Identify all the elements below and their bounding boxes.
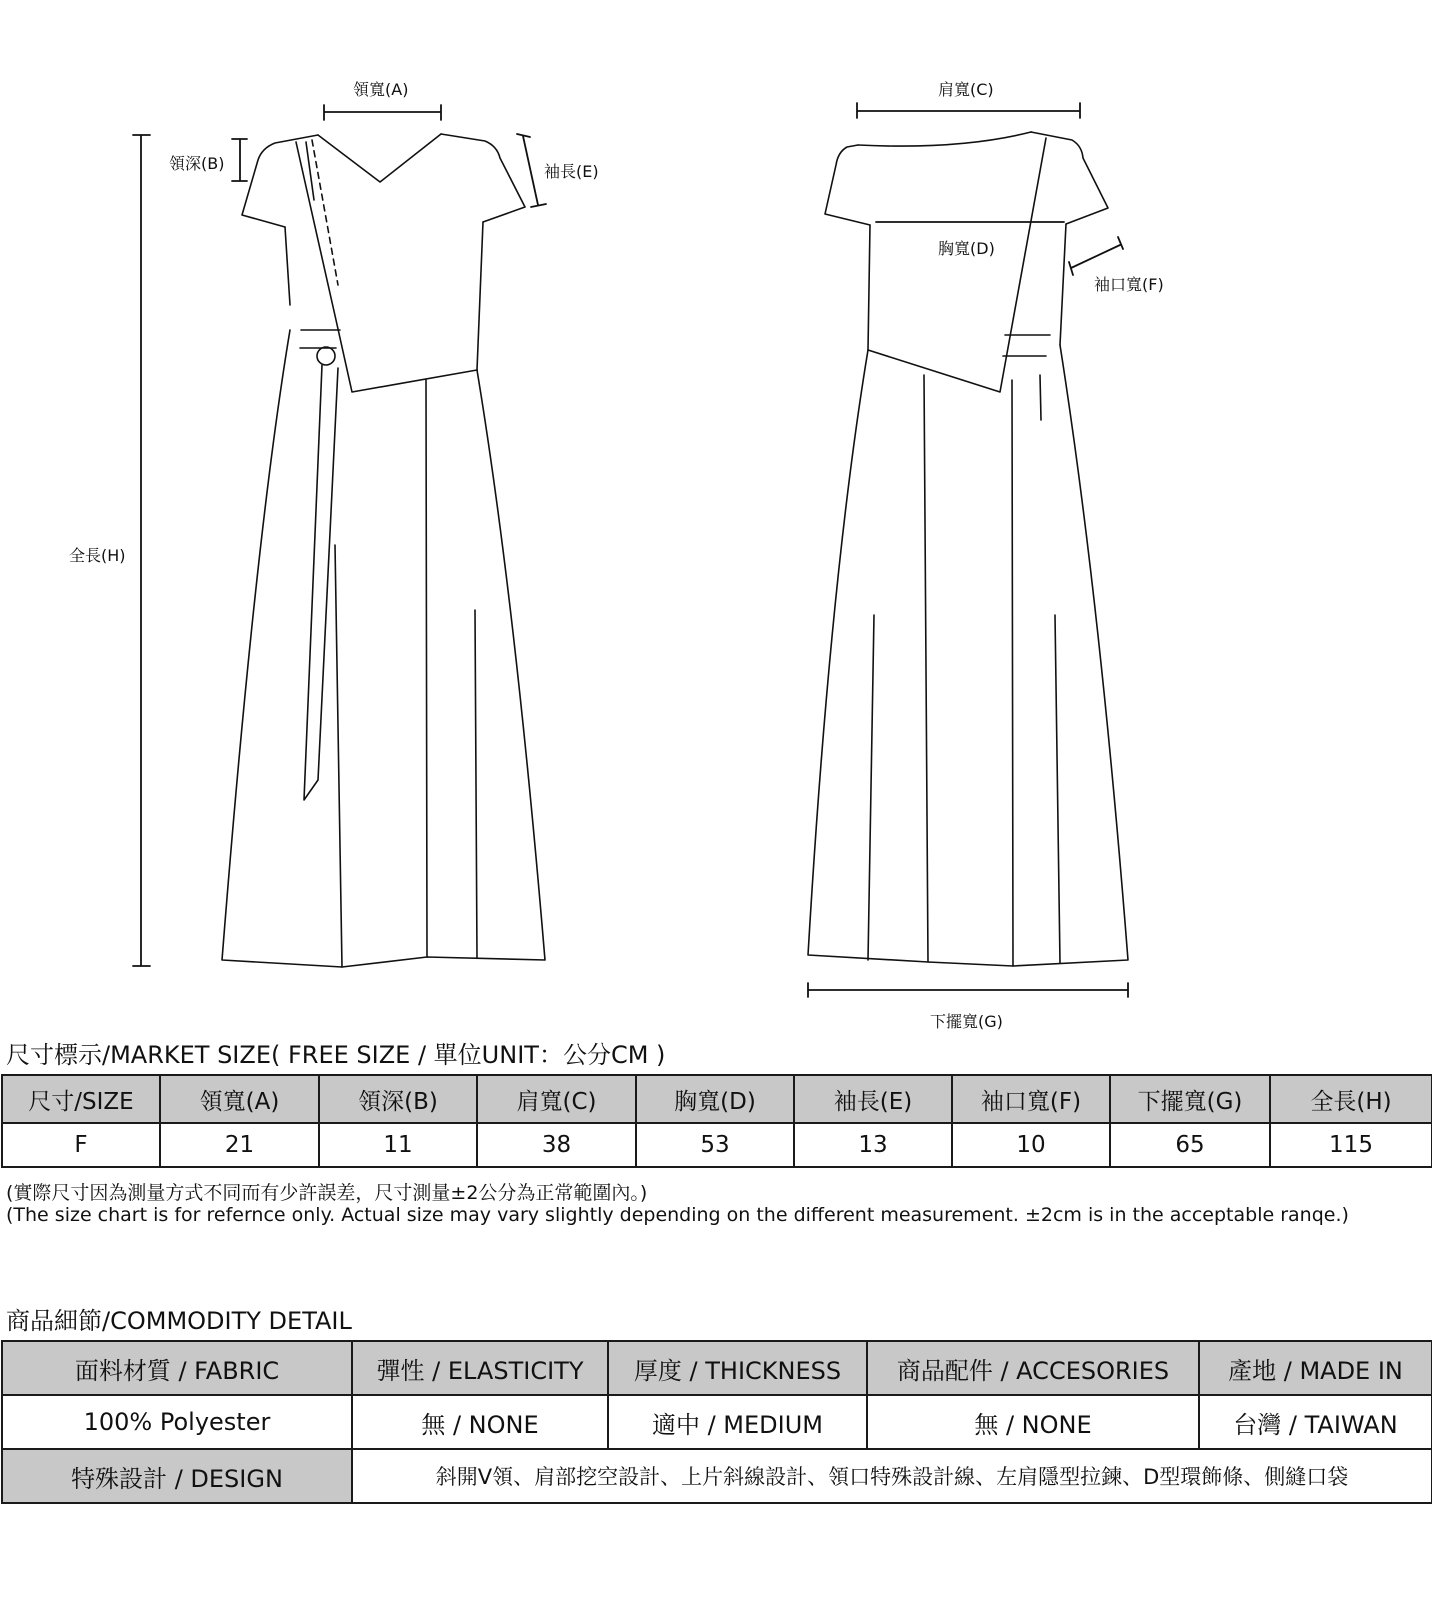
size-table: [1, 1074, 1432, 1168]
size-value-d: 53: [636, 1123, 794, 1167]
size-header-c: 肩寬(C): [477, 1075, 636, 1123]
size-note-en: (The size chart is for refernce only. Actual size may vary slightly depending on the different measurement. ±2cm is in the acceptable ranqe.): [6, 1204, 1349, 1226]
size-header-size: 尺寸/SIZE: [2, 1075, 160, 1123]
detail-value-fabric: 100% Polyester: [2, 1395, 352, 1449]
detail-design-row: [2, 1449, 1432, 1503]
size-header-b: 領深(B): [319, 1075, 477, 1123]
detail-design-value: 斜開V領、肩部挖空設計、上片斜線設計、領口特殊設計線、左肩隱型拉鍊、D型環飾條、側縫口袋: [352, 1449, 1432, 1503]
neck-depth-label: 領深(B): [169, 154, 225, 173]
size-value-g: 65: [1110, 1123, 1270, 1167]
detail-header-accessories: 商品配件 / ACCESORIES: [867, 1341, 1199, 1395]
detail-value-elasticity: 無 / NONE: [352, 1395, 608, 1449]
detail-header-made-in: 產地 / MADE IN: [1199, 1341, 1432, 1395]
neck-width-label: 領寬(A): [353, 80, 409, 99]
cuff-width-label: 袖口寬(F): [1094, 275, 1164, 294]
size-note-zh: (實際尺寸因為測量方式不同而有少許誤差，尺寸測量±2公分為正常範圍內。): [6, 1182, 648, 1204]
size-header-h: 全長(H): [1270, 1075, 1432, 1123]
size-section-title: 尺寸標示/MARKET SIZE( FREE SIZE / 單位UNIT：公分CM ): [6, 1041, 666, 1069]
detail-header-fabric: 面料材質 / FABRIC: [2, 1341, 352, 1395]
size-header-e: 袖長(E): [794, 1075, 952, 1123]
detail-header-elasticity: 彈性 / ELASTICITY: [352, 1341, 608, 1395]
sleeve-length-label: 袖長(E): [544, 162, 599, 181]
size-value-h: 115: [1270, 1123, 1432, 1167]
size-value-b: 11: [319, 1123, 477, 1167]
detail-section-title: 商品細節/COMMODITY DETAIL: [6, 1307, 352, 1335]
shoulder-width-label: 肩寬(C): [938, 80, 994, 99]
size-value-f: 10: [952, 1123, 1110, 1167]
size-value-a: 21: [160, 1123, 319, 1167]
size-value-c: 38: [477, 1123, 636, 1167]
chest-width-label: 胸寬(D): [938, 239, 995, 258]
detail-value-accessories: 無 / NONE: [867, 1395, 1199, 1449]
detail-value-made-in: 台灣 / TAIWAN: [1199, 1395, 1432, 1449]
hem-width-label: 下擺寬(G): [930, 1012, 1003, 1031]
detail-value-thickness: 適中 / MEDIUM: [608, 1395, 867, 1449]
detail-design-label: 特殊設計 / DESIGN: [2, 1449, 352, 1503]
size-value-size: F: [2, 1123, 160, 1167]
size-header-a: 領寬(A): [160, 1075, 319, 1123]
size-header-f: 袖口寬(F): [952, 1075, 1110, 1123]
size-header-d: 胸寬(D): [636, 1075, 794, 1123]
size-table-row: [2, 1123, 1432, 1167]
detail-value-row: [2, 1395, 1432, 1449]
total-length-label: 全長(H): [69, 546, 126, 565]
detail-table: [1, 1340, 1432, 1504]
size-table-header-row: [2, 1075, 1432, 1123]
size-value-e: 13: [794, 1123, 952, 1167]
size-header-g: 下擺寬(G): [1110, 1075, 1270, 1123]
front-view-dress: [133, 105, 546, 967]
detail-header-thickness: 厚度 / THICKNESS: [608, 1341, 867, 1395]
detail-header-row: [2, 1341, 1432, 1395]
